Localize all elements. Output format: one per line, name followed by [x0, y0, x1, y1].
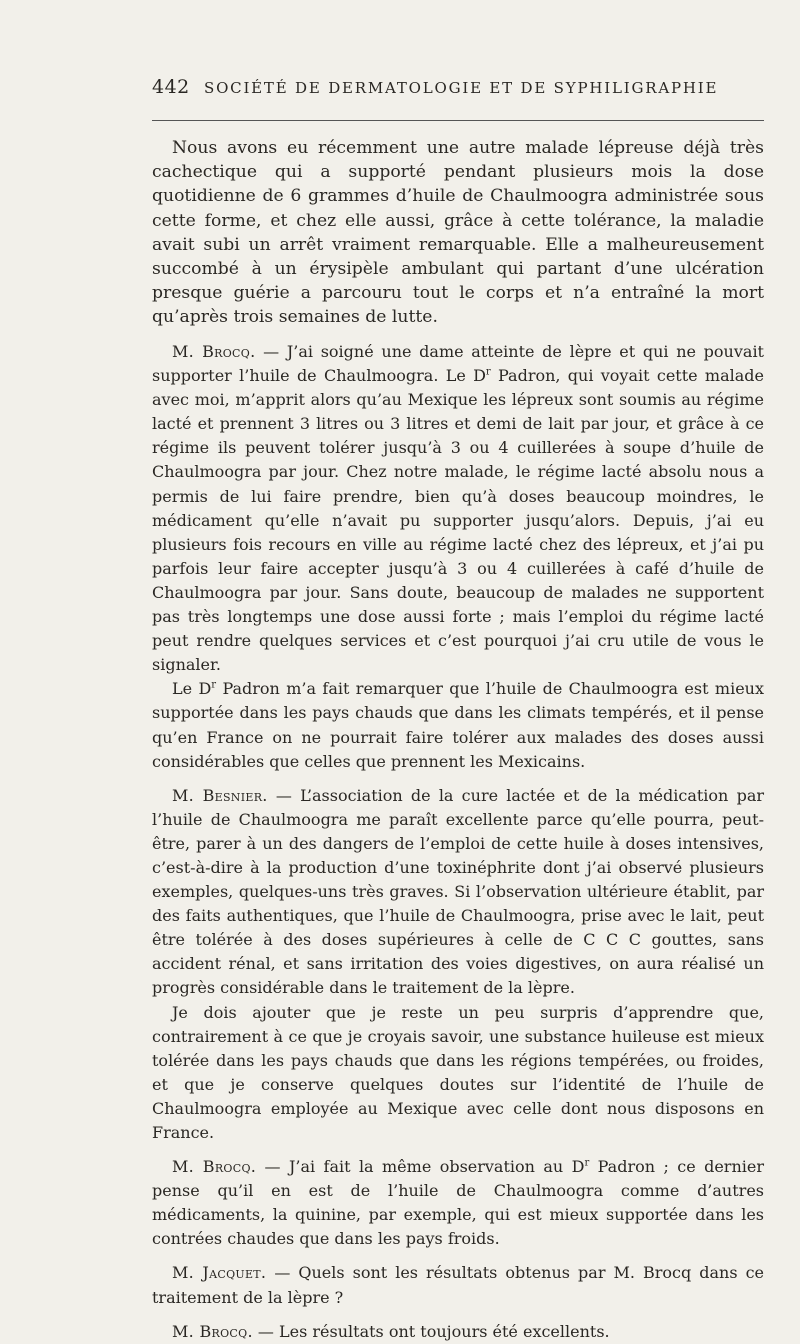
abbrev-superscript: r [211, 679, 217, 691]
discussion-entry [152, 677, 764, 773]
paragraph: Nous avons eu récemment une autre malade lépreuse déjà très cachectique qui a supporté pendant plusieurs mois la dose quotidienne de 6 grammes d’huile de Chaulmoogra administrée sous cette forme, et chez elle aussi, grâce à cette tolérance, la maladie avait subi un arrêt vraiment remarquable. Elle a malheureusement succombé à un érysipèle ambulant qui partant d’une ulcération presque guérie a parcouru tout le corps et n’a entraîné la mort qu’après trois semaines de lutte. [152, 138, 764, 328]
entry-text: Padron m’a fait remarquer que l’huile de Chaulmoogra est mieux supportée dans les pays chauds que dans les climats tempérés, et il pense qu’en France on ne pourrait faire tolérer aux malades des doses aussi considérables que celles que prennent les Mexicains. [152, 679, 764, 771]
discussion-entry [152, 1320, 764, 1344]
entry-text: — L’association de la cure lactée et de la médication par l’huile de Chaulmoogra me paraît excellente parce qu’elle pourra, peut-être, parer à un des dangers de l’emploi de cette huile à doses intensives, c’est-à-dire à la production d’une toxinéphrite dont j’ai observé plusieurs exemples, quelques-uns très graves. Si l’observation ultérieure établit, par des faits authentiques, que l’huile de Chaulmoogra, prise avec le lait, peut être tolérée à des doses supérieures à celle de C C C gouttes, sans accident rénal, et sans irritation des voies digestives, on aura réalisé un progrès considérable dans le traitement de la lèpre. [152, 785, 765, 998]
speaker-name: M. Besnier. [172, 785, 268, 805]
speaker-name: M. Brocq. [172, 1321, 253, 1341]
speaker-name: M. Jacquet. [172, 1263, 267, 1283]
discussion-entry [152, 784, 764, 1001]
discussion-text [152, 340, 764, 1344]
intro-text [152, 136, 764, 330]
entry-text: Je dois ajouter que je reste un peu surpris d’apprendre que, contrairement à ce que je croyais savoir, une substance huileuse est mieux tolérée dans les pays chauds que dans les régions tempérées, ou froides, et que je conserve quelques doutes sur l’identité de l’huile de Chaulmoogra employée au Mexique avec celle dont nous disposons en France. [152, 1002, 764, 1142]
entry-text: Padron ; ce dernier pense qu’il en est de l’huile de Chaulmoogra comme d’autres médicaments, la quinine, par exemple, qui est mieux supportée dans les contrées chaudes que dans les pays froids. [152, 1157, 764, 1249]
entry-text: — Les résultats ont toujours été excellents. [252, 1321, 610, 1341]
abbrev-superscript: r [584, 1157, 590, 1169]
discussion-entry [152, 340, 764, 677]
page-number: 442 [152, 76, 190, 98]
entry-text: — J’ai soigné une dame atteinte de lèpre et qui ne pouvait supporter l’huile de Chaulmoogra. Le D [152, 342, 764, 386]
speaker-name: M. Brocq. [172, 1157, 257, 1177]
page-header [152, 76, 764, 116]
running-title: SOCIÉTÉ DE DERMATOLOGIE ET DE SYPHILIGRAPHIE [204, 79, 719, 97]
entry-text: — J’ai fait la même observation au D [256, 1157, 585, 1177]
discussion-entry [152, 1155, 764, 1251]
speaker-name: M. Brocq. [172, 342, 256, 361]
discussion-entry [152, 1261, 764, 1309]
discussion-entry [152, 1001, 764, 1146]
entry-text: — Quels sont les résultats obtenus par M. Brocq dans ce traitement de la lèpre ? [152, 1263, 764, 1307]
entry-text: Le D [172, 679, 212, 699]
abbrev-superscript: r [485, 366, 491, 378]
header-rule [152, 120, 764, 121]
entry-text: Padron, qui voyait cette malade avec moi, m’apprit alors qu’au Mexique les lépreux sont soumis au régime lacté et prennent 3 litres ou 3 litres et demi de lait par jour, et grâce à ce régime ils peuvent tolérer jusqu’à 3 ou 4 cuillerées à soupe d’huile de Chaulmoogra par jour. Chez notre malade, le régime lacté absolu nous a permis de lui faire prendre, bien qu’à doses beaucoup moindres, le médicament qu’elle n’avait pu supporter jusqu’alors. Depuis, j’ai eu plusieurs fois recours en ville au régime lacté chez des lépreux, et j’ai pu parfois leur faire accepter jusqu’à 3 ou 4 cuillerées à café d’huile de Chaulmoogra par jour. Sans doute, beaucoup de malades ne supportent pas très longtemps une dose aussi forte ; mais l’emploi du régime lacté peut rendre quelques services et c’est pourquoi j’ai cru utile de vous le signaler. [152, 366, 764, 675]
